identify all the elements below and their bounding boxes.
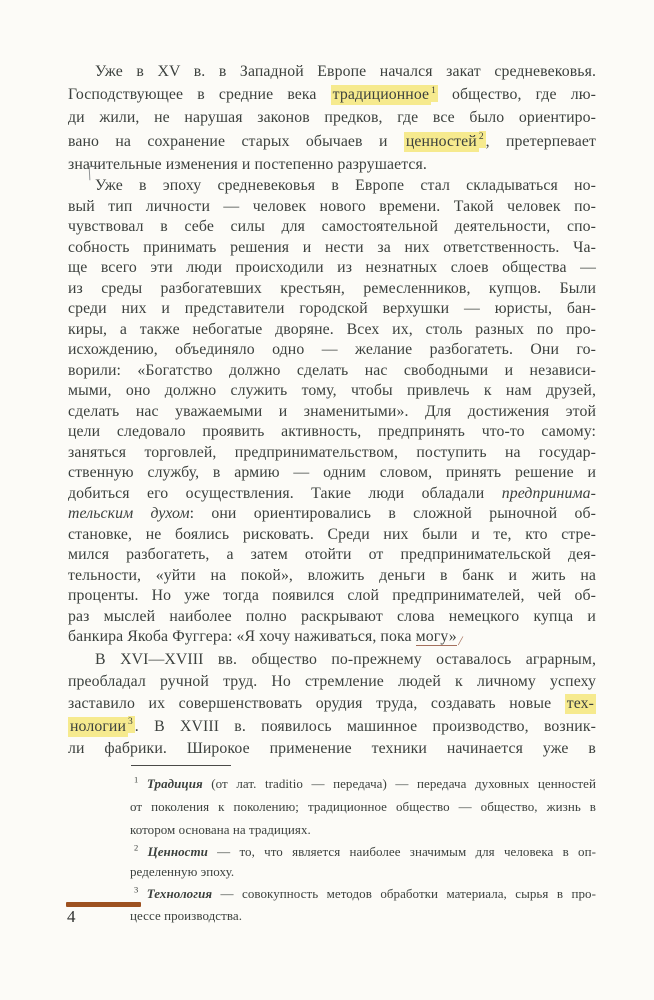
footnote-number: 1 [134, 774, 139, 785]
text-line [68, 716, 596, 738]
text-line [68, 197, 596, 218]
footnote-ref: 1 [431, 85, 438, 102]
text-line [68, 153, 596, 176]
text-line [68, 279, 596, 300]
text-run: . В XVIII в. появилось машинное производство, возник- [134, 717, 596, 735]
footnote-ref: 2 [479, 131, 486, 148]
text-run: В XVI—XVIII вв. общество по-прежнему оставалось аграрным, [95, 650, 596, 668]
text-line [68, 340, 596, 361]
text-line [68, 545, 596, 566]
text-run: Уже в эпоху средневековья в Европе стал складываться но- [95, 177, 596, 195]
footnote-separator-rule [131, 765, 231, 766]
page-number: 4 [67, 907, 76, 926]
text-run: ственную службу, в армию — одним словом, принять решение и [68, 464, 596, 482]
text-line [68, 299, 596, 320]
text-line [68, 83, 596, 106]
text-line [68, 463, 596, 484]
text-line [130, 883, 596, 905]
text-line [68, 106, 596, 129]
italic-term: тельским духом [68, 505, 190, 523]
text-run: тельности, «уйти на покой», вложить деньги в банк и жить на [68, 566, 596, 584]
text-line [68, 525, 596, 546]
footnote-term: Технология [146, 885, 213, 901]
text-run: становке, не боялись рисковать. Среди них были и те, кто стре- [68, 525, 596, 543]
pencil-slash-mark: / [456, 634, 464, 650]
highlighted-term: нологии [70, 717, 127, 735]
text-run: ли фабрики. Широкое применение техники начинается уже в [68, 740, 596, 758]
text-run: (от лат. traditio — передача) — передача духовных ценностей [202, 776, 596, 791]
text-run: ще всего эти люди происходили из незнатных слоев общества — [68, 259, 596, 277]
text-line [68, 738, 596, 760]
text-line [68, 443, 596, 464]
text-run: собность принимать решения и нести за них ответственность. Ча- [68, 238, 596, 256]
text-line [130, 862, 596, 883]
text-line [68, 566, 596, 587]
text-run: котором основана на традициях. [130, 822, 311, 838]
text-run [138, 886, 146, 901]
text-line [68, 693, 596, 715]
text-line [68, 381, 596, 402]
text-run: сделать нас уважаемыми и знаменитыми». Для достижения этой [68, 402, 596, 420]
text-run: заняться торговлей, предпринимательством, поступить на государ- [68, 443, 596, 461]
text-line [68, 217, 596, 238]
paragraph [130, 883, 596, 928]
italic-term: предпринима- [501, 484, 596, 502]
text-run: проценты. Но уже тогда появился слой предпринимателей, чей об- [68, 587, 596, 605]
text-line [68, 402, 596, 423]
footnote-number: 3 [134, 884, 139, 895]
text-run: мыми, оно должно служить тому, чтобы привлечь к нам друзей, [68, 382, 596, 400]
text-run: Господствующее в средние века [68, 86, 331, 104]
highlighted-term: ценностей [405, 132, 477, 150]
text-run: ределенную эпоху. [130, 864, 235, 880]
text-line [68, 60, 596, 83]
text-line [130, 842, 596, 863]
text-run: , претерпевает [485, 132, 596, 150]
highlighted-term: тех- [566, 695, 594, 713]
text-line [130, 772, 596, 795]
pencil-bracket-mark [89, 166, 100, 181]
text-run: мился разбогатеть, а затем отойти от предпринимательской дея- [68, 546, 596, 564]
paragraph [130, 772, 596, 842]
text-run: общество, где лю- [437, 86, 596, 104]
text-line [130, 905, 596, 927]
text-line [68, 238, 596, 259]
footnote-lines [130, 772, 596, 927]
text-line [68, 586, 596, 607]
text-run: преобладал ручной труд. Но стремление людей к личному успеху [68, 672, 596, 690]
text-run: — то, что является наиболее значимым для человека в оп- [207, 843, 596, 859]
footnote-term: Традиция [146, 776, 203, 791]
footnotes [130, 765, 596, 927]
text-run: ворили: «Богатство должно сделать нас свободными и независи- [68, 361, 596, 379]
text-run: ди жили, не нарушая законов предков, где все было ориентиро- [68, 109, 596, 127]
text-run [138, 844, 147, 859]
body-text [68, 60, 596, 761]
paragraph [68, 176, 596, 649]
text-line [68, 671, 596, 693]
text-line [68, 422, 596, 443]
text-run: исхождению, объединяло одно — желание разбогатеть. Они го- [68, 341, 596, 359]
highlighted-term: традиционное [332, 86, 430, 104]
paragraph [68, 649, 596, 761]
text-run: Уже в XV в. в Западной Европе начался закат средневековья. [95, 63, 596, 80]
text-run: вано на сохранение старых обычаев и [68, 132, 404, 150]
paragraph [68, 60, 596, 176]
text-line [68, 627, 596, 649]
pencil-underlined-text: могу» [415, 628, 457, 646]
text-run: значительные изменения и постепенно разрушается. [68, 155, 427, 173]
text-run: киры, а также небогатые дворяне. Всех их, столь разных по про- [68, 320, 596, 338]
text-run: чувствовал в себе силы для самостоятельной деятельности, спо- [68, 218, 596, 236]
text-run: цессе производства. [130, 908, 242, 924]
text-line [68, 320, 596, 341]
text-line [68, 176, 596, 197]
text-run: среди них и представители городской верхушки — юристы, бан- [68, 300, 596, 318]
footer-accent-bar [66, 902, 141, 907]
text-run: раз мыслей наиболее полно раскрывают слова немецкого купца и [68, 607, 596, 625]
text-line [68, 649, 596, 671]
text-line [130, 795, 596, 818]
text-line [68, 258, 596, 279]
footnote-number: 2 [134, 842, 139, 853]
text-line [68, 607, 596, 628]
text-run: добиться его осуществления. Такие люди обладали [68, 484, 502, 502]
text-run: из среды разбогатевших крестьян, ремесленников, купцов. Были [68, 279, 596, 297]
text-line [68, 361, 596, 382]
paragraph [130, 842, 596, 883]
footnote-term: Ценности [147, 843, 208, 859]
text-run: вый тип личности — человек нового времени. Такой человек по- [68, 197, 596, 215]
text-run: цели следовало проявить активность, предпринять что-то самому: [68, 423, 596, 441]
text-line [68, 130, 596, 153]
text-run: банкира Якоба Фуггера: «Я хочу наживаться, пока [68, 628, 416, 646]
text-run: заставило их совершенствовать орудия труда, создавать новые [68, 695, 565, 713]
text-run: : они ориентировались в сложной рыночной об- [189, 505, 596, 523]
text-run [138, 776, 147, 791]
text-line [68, 504, 596, 525]
text-run: от поколения к поколению; традиционное общество — общество, жизнь в [130, 799, 596, 815]
text-line [68, 484, 596, 505]
footnote-ref: 3 [128, 716, 135, 733]
text-run: — совокупность методов обработки материала, сырья в про- [212, 885, 596, 901]
text-line [130, 818, 596, 841]
